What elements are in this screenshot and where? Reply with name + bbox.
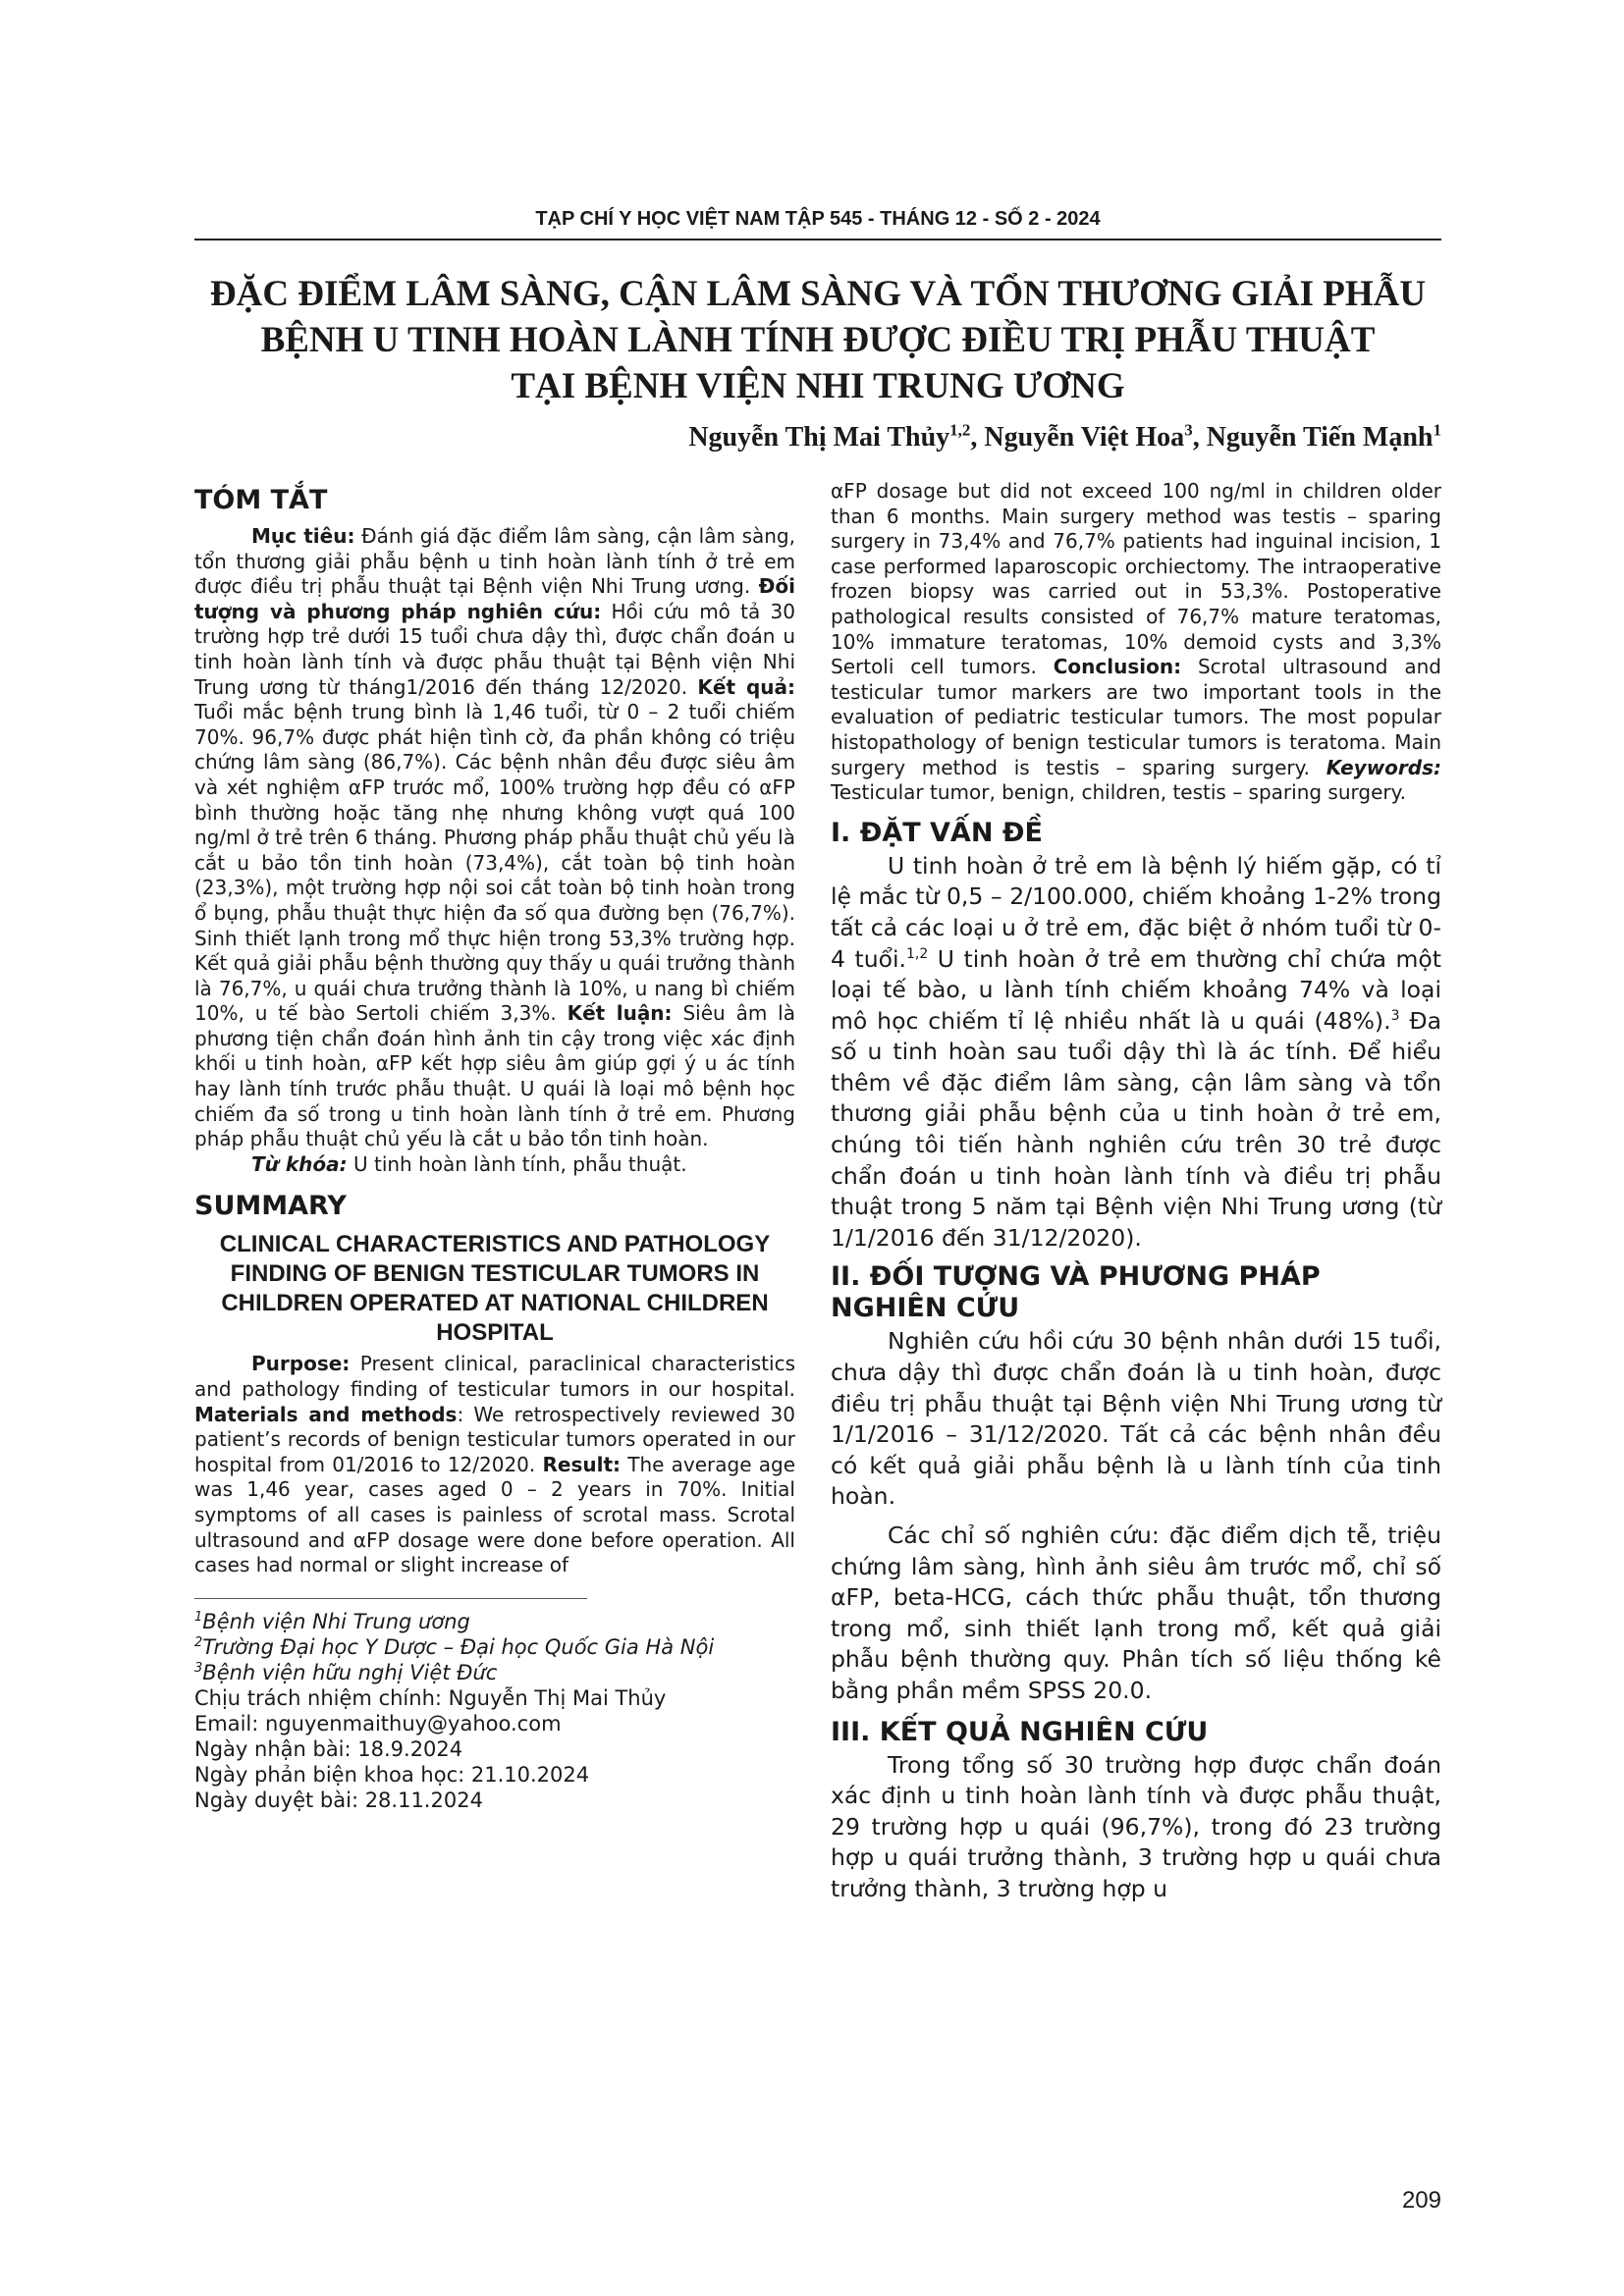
citation-sup: 3	[1390, 1007, 1400, 1024]
section-heading-methods: II. ĐỐI TƯỢNG VÀ PHƯƠNG PHÁP NGHIÊN CỨU	[831, 1261, 1321, 1324]
keywords-label: Từ khóa:	[251, 1151, 348, 1176]
header-rule	[194, 239, 1441, 240]
body-text: U tinh hoàn ở trẻ em là bệnh lý hiếm gặp, có tỉ lệ mắc từ 0,5 – 2/100.000, chiếm khoảng 1-2% trong tất cả các loại u ở trẻ em, đặc biệt ở nhóm tuổi từ 0-4 tuổi.	[831, 851, 1441, 973]
abstract-text: Đánh giá đặc điểm lâm sàng, cận lâm sàng, tổn thương giải phẫu bệnh u tinh hoàn lành tính ở trẻ em được điều trị phẫu thuật tại Bệnh viện Nhi Trung ương.	[194, 524, 795, 599]
keywords-text: Testicular tumor, benign, children, testis – sparing surgery.	[831, 780, 1406, 805]
affiliation-2	[194, 1634, 795, 1660]
affiliation-3	[194, 1660, 795, 1685]
reviewed-date: Ngày phản biện khoa học: 21.10.2024	[194, 1762, 590, 1787]
abstract-vi	[194, 524, 795, 1152]
footnote-sup: 2	[194, 1634, 203, 1650]
results-paragraph: Trong tổng số 30 trường hợp được chẩn đoán xác định u tinh hoàn lành tính và được phẫu thuật, 29 trường hợp u quái (96,7%), trong đó 23 trường hợp u quái trưởng thành, 3 trường hợp u quái chưa trưởng thành, 3 trường hợp u	[831, 1750, 1441, 1902]
summary-body: Present clinical, paraclinical characteristics and pathology finding of testicular tumors in our hospital.	[194, 1352, 795, 1402]
received-date: Ngày nhận bài: 18.9.2024	[194, 1736, 463, 1761]
author-name: Nguyễn Việt Hoa	[984, 422, 1185, 453]
accepted-date: Ngày duyệt bài: 28.11.2024	[194, 1788, 483, 1812]
footnote-sup: 3	[194, 1660, 203, 1676]
summary-text	[194, 1352, 795, 1577]
title-line: ĐẶC ĐIỂM LÂM SÀNG, CẬN LÂM SÀNG VÀ TỔN THƯƠNG GIẢI PHẪU	[209, 274, 1427, 314]
affiliation-1	[194, 1609, 795, 1634]
summary-label: Materials and methods	[194, 1402, 458, 1426]
page-number: 209	[1401, 2187, 1441, 2214]
keywords-label: Keywords:	[1326, 755, 1441, 779]
methods-paragraph: Nghiên cứu hồi cứu 30 bệnh nhân dưới 15 tuổi, chưa dậy thì được chẩn đoán là u tinh hoàn, được điều trị phẫu thuật tại Bệnh viện Nhi Trung ương từ 1/1/2016 – 31/12/2020. Tất cả các bệnh nhân đều có kết quả giải phẫu bệnh là u lành tính của tinh hoàn.	[831, 1327, 1441, 1511]
abstract-text: Hồi cứu mô tả 30 trường hợp trẻ dưới 15 tuổi chưa dậy thì, được chẩn đoán u tinh hoàn lành tính và được phẫu thuật tại Bệnh viện Nhi Trung ương từ tháng1/2016 đến tháng 12/2020.	[194, 599, 795, 699]
title-line: TẠI BỆNH VIỆN NHI TRUNG ƯƠNG	[511, 366, 1125, 406]
body-text: U tinh hoàn ở trẻ em thường chỉ chứa một loại tế bào, u lành tính chiếm khoảng 74% và loại mô học chiếm tỉ lệ nhiều nhất là u quái (48%).	[831, 944, 1442, 1035]
footnote-text: Bệnh viện hữu nghị Việt Đức	[202, 1660, 498, 1684]
summary-label: Purpose:	[251, 1352, 351, 1376]
footnote-text: Bệnh viện Nhi Trung ương	[202, 1609, 470, 1633]
introduction-paragraph	[831, 851, 1441, 1255]
section-heading-results: III. KẾT QUẢ NGHIÊN CỨU	[831, 1716, 1209, 1747]
summary-heading: SUMMARY	[194, 1191, 347, 1222]
author-affiliation-sup: 1,2	[949, 420, 971, 440]
abstract-label: Đối tượng và phương pháp nghiên cứu:	[194, 574, 795, 623]
author-affiliation-sup: 3	[1184, 420, 1193, 440]
abstract-label: Kết quả:	[697, 674, 795, 699]
summary-body: : We retrospectively reviewed 30 patient’s records of benign testicular tumors operated in our hospital from 01/2016 to 12/2020.	[194, 1402, 795, 1476]
footnote-text: Trường Đại học Y Dược – Đại học Quốc Gia Hà Nội	[202, 1634, 715, 1659]
title-line: BỆNH U TINH HOÀN LÀNH TÍNH ĐƯỢC ĐIỀU TRỊ PHẪU THUẬT	[260, 320, 1376, 360]
author-name: Nguyễn Thị Mai Thủy	[688, 422, 950, 453]
abstract-text: Siêu âm là phương tiện chẩn đoán hình ảnh tin cậy trong việc xác định khối u tinh hoàn, αFP kết hợp siêu âm giúp gợi ý u ác tính hay lành tính trước phẫu thuật. U quái là loại mô bệnh học chiếm đa số trong u tinh hoàn lành tính ở trẻ em. Phương pháp phẫu thuật chủ yếu là cắt u bảo tồn tinh hoàn.	[194, 1001, 795, 1151]
footnote-rule	[194, 1598, 587, 1599]
abstract-label: Mục tiêu:	[251, 524, 355, 548]
summary-title: CLINICAL CHARACTERISTICS AND PATHOLOGY FINDING OF BENIGN TESTICULAR TUMORS IN CHILDREN OPERATED AT NATIONAL CHILDREN HOSPITAL	[219, 1231, 771, 1347]
author-affiliation-sup: 1	[1433, 420, 1441, 440]
author-name: Nguyễn Tiến Mạnh	[1206, 422, 1434, 453]
keywords-text: U tinh hoàn lành tính, phẫu thuật.	[347, 1151, 687, 1176]
author-list: Nguyễn Thị Mai Thủy$^{1,2}$, Nguyễn Việt Hoa$^3$, Nguyễn Tiến Mạnh$^1$	[688, 420, 1441, 453]
body-text: Đa số u tinh hoàn sau tuổi dậy thì là ác tính. Để hiểu thêm về đặc điểm lâm sàng, cận lâm sàng và tổn thương giải phẫu bệnh của u tinh hoàn ở trẻ em, chúng tôi tiến hành nghiên cứu trên 30 trẻ được chẩn đoán u tinh hoàn lành tính và điều trị phẫu thuật trong 5 năm tại Bệnh viện Nhi Trung ương (từ 1/1/2016 đến 31/12/2020).	[831, 1006, 1441, 1252]
article-title	[194, 271, 1441, 409]
summary-label: Result:	[542, 1452, 622, 1476]
email: Email: nguyenmaithuy@yahoo.com	[194, 1711, 562, 1735]
abstract-keywords	[194, 1152, 795, 1178]
citation-sup: 1,2	[905, 945, 929, 962]
summary-continued	[831, 479, 1441, 806]
summary-label: Conclusion:	[1053, 655, 1182, 679]
journal-header: TẠP CHÍ Y HỌC VIỆT NAM TẬP 545 - THÁNG 12 - SỐ 2 - 2024	[535, 208, 1101, 230]
abstract-heading: TÓM TẮT	[194, 485, 328, 515]
abstract-text: Tuổi mắc bệnh trung bình là 1,46 tuổi, từ 0 – 2 tuổi chiếm 70%. 96,7% được phát hiện tình cờ, đa phần không có triệu chứng lâm sàng (86,7%). Các bệnh nhân đều được siêu âm và xét nghiệm αFP trước mổ, 100% trường hợp đều có αFP bình thường hoặc tăng nhẹ nhưng không vượt quá 100 ng/ml ở trẻ trên 6 tháng. Phương pháp phẫu thuật chủ yếu là cắt u bảo tồn tinh hoàn (73,4%), cắt toàn bộ tinh hoàn (23,3%), một trường hợp nội soi cắt toàn bộ tinh hoàn trong ổ bụng, phẫu thuật thực hiện đa số qua đường bẹn (76,7%). Sinh thiết lạnh trong mổ thực hiện trong 53,3% trường hợp. Kết quả giải phẫu bệnh thường quy thấy u quái trưởng thành là 76,7%, u quái chưa trưởng thành là 10%, u nang bì chiếm 10%, u tế bào Sertoli chiếm 3,3%.	[194, 700, 795, 1026]
summary-body: The average age was 1,46 year, cases aged 0 – 2 years in 70%. Initial symptoms of all cases is painless of scrotal mass. Scrotal ultrasound and αFP dosage were done before operation. All cases had normal or slight increase of	[194, 1452, 795, 1577]
right-column	[831, 479, 1441, 1905]
methods-paragraph: Các chỉ số nghiên cứu: đặc điểm dịch tễ, triệu chứng lâm sàng, hình ảnh siêu âm trước mổ, chỉ số αFP, beta-HCG, cách thức phẫu thuật, tổn thương trong mổ, sinh thiết lạnh trong mổ, kết quả giải phẫu bệnh thường quy. Phân tích số liệu thống kê bằng phần mềm SPSS 20.0.	[831, 1522, 1441, 1704]
section-heading-introduction: I. ĐẶT VẤN ĐỀ	[831, 817, 1043, 848]
summary-body: αFP dosage but did not exceed 100 ng/ml in children older than 6 months. Main surgery method was testis – sparing surgery in 73,4% and 76,7% patients had inguinal incision, 1 case performed laparoscopic orchiectomy. The intraoperative frozen biopsy was carried out in 53,3%. Postoperative pathological results consisted of 76,7% mature teratomas, 10% immature teratomas, 10% demoid cysts and 3,3% Sertoli cell tumors.	[831, 479, 1441, 679]
abstract-label: Kết luận:	[567, 1001, 673, 1026]
left-column	[194, 479, 795, 1813]
summary-body: Scrotal ultrasound and testicular tumor markers are two important tools in the evaluation of pediatric testicular tumors. The most popular histopathology of benign testicular tumors is teratoma. Main surgery method is testis – sparing surgery.	[831, 655, 1441, 779]
footnote-sup: 1	[194, 1609, 203, 1625]
corresponding-author: Chịu trách nhiệm chính: Nguyễn Thị Mai Thủy	[194, 1685, 667, 1710]
